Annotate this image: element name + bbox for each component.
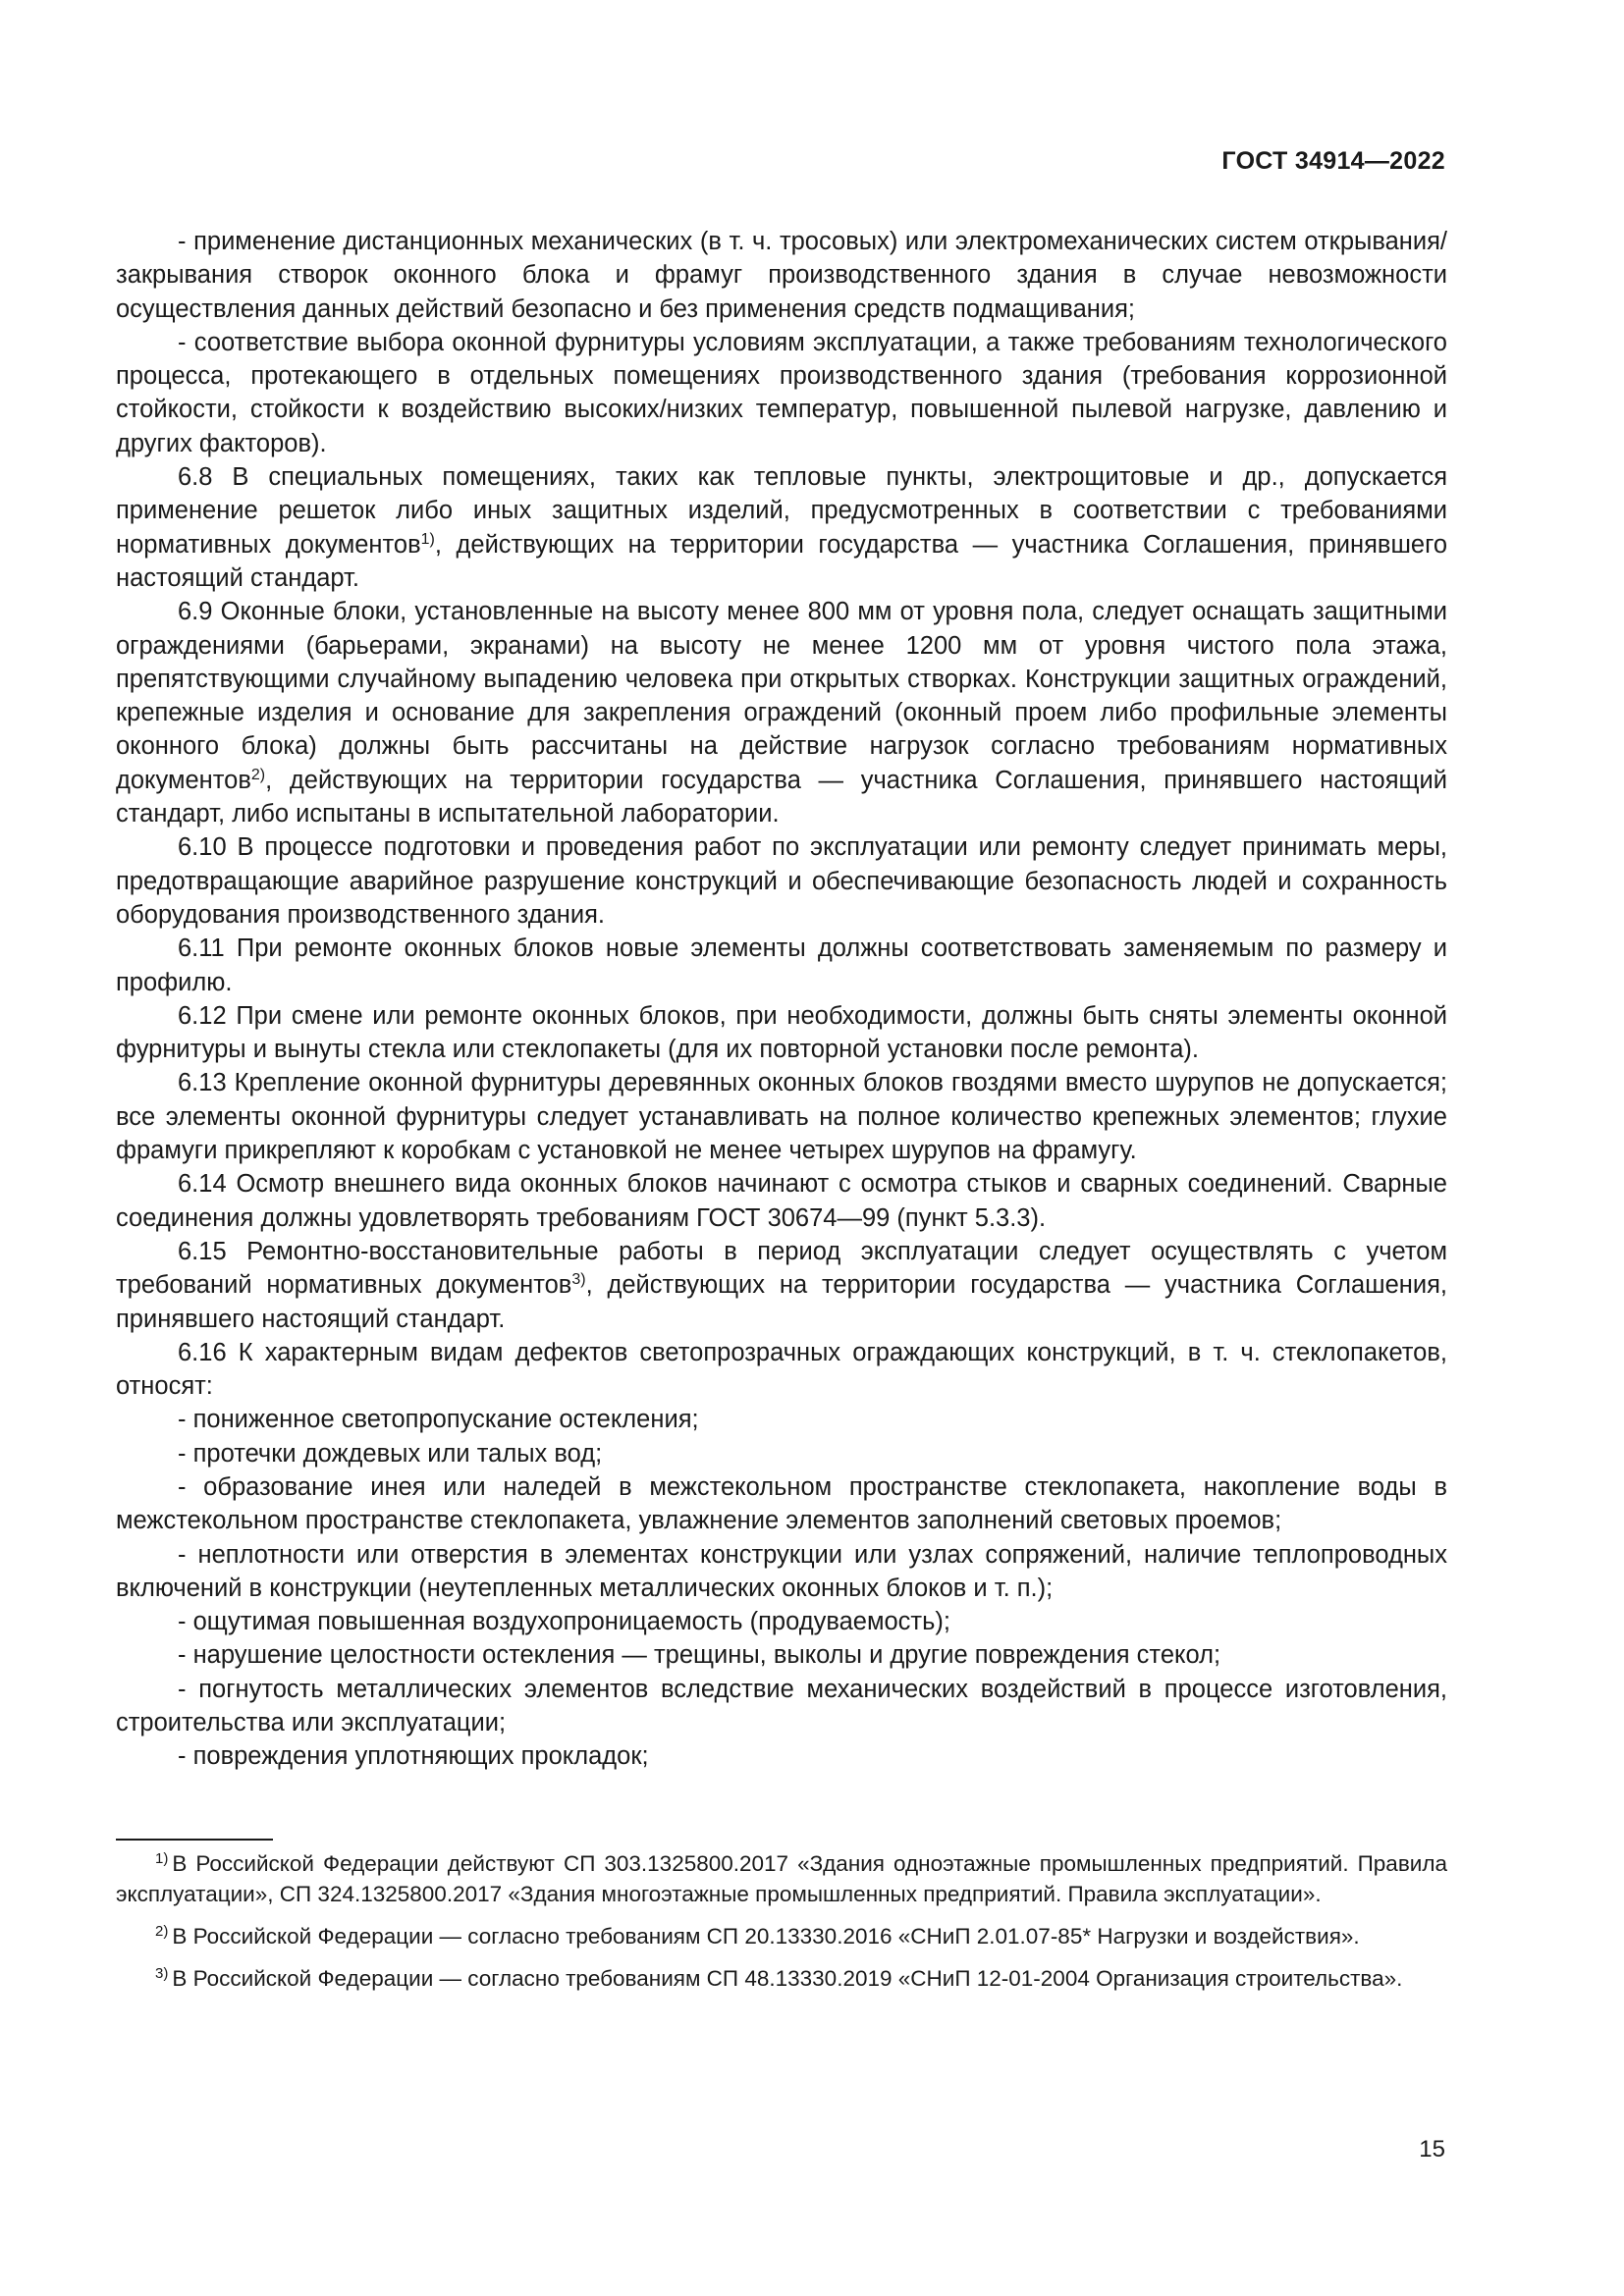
clause-6-14: 6.14 Осмотр внешнего вида оконных блоков начинают с осмотра стыков и сварных соединений. Сварные соединения должны удовлетворять требованиям ГОСТ 30674—99 (пункт 5.3.3). [116, 1170, 1447, 1232]
clause-6-9: 6.9 Оконные блоки, установленные на высоту менее 800 мм от уровня пола, следует оснащать защитными ограждениями (барьерами, экранами) на высоту не менее 1200 мм от уровня чистого пола этажа, препятствующими случайному выпадению человека при открытых створках. Конструкции защитных ограждений, крепежные изделия и основание для закрепления ограждений (оконный проем либо профильные элементы оконного блока) должны быть рассчитаны на действие нагрузок согласно требованиям нормативных документов$^{2)}$, действующих на территории государства — участника Соглашения, принявшего настоящий стандарт, либо испытаны в испытательной лаборатории. [116, 598, 1447, 828]
page-number: 15 [1419, 2136, 1445, 2163]
list-item: - ощутимая повышенная воздухопроницаемость (продуваемость); [178, 1608, 950, 1636]
list-item: - образование инея или наледей в межстекольном пространстве стеклопакета, накопление воды в межстекольном пространстве стеклопакета, увлажнение элементов заполнений световых проемов; [116, 1472, 1447, 1535]
list-item: - повреждения уплотняющих прокладок; [178, 1742, 649, 1771]
clause-6-15: 6.15 Ремонтно-восстановительные работы в период эксплуатации следует осуществлять с учетом требований нормативных документов$^{3)}$, действующих на территории государства — участника Соглашения, принявшего настоящий стандарт. [116, 1237, 1447, 1333]
footnote-ref: 3) [571, 1271, 586, 1289]
list-item: - неплотности или отверстия в элементах конструкции или узлах сопряжений, наличие теплопроводных включений в конструкции (неутепленных металлических оконных блоков и т. п.); [116, 1540, 1447, 1602]
footnote-ref: 2) [250, 766, 266, 783]
clause-6-13: 6.13 Крепление оконной фурнитуры деревянных оконных блоков гвоздями вместо шурупов не допускается; все элементы оконной фурнитуры следует устанавливать на полное количество крепежных элементов; глухие фрамуги прикрепляют к коробкам с установкой не менее четырех шурупов на фрамугу. [116, 1069, 1447, 1165]
footnote-divider [116, 1839, 273, 1841]
list-item: - применение дистанционных механических (в т. ч. тросовых) или электромеханических систем открывания/закрывания створок оконного блока и фрамуг производственного здания в случае невозможности осуществления данных действий безопасно и без применения средств подмащивания; [116, 228, 1447, 323]
document-code-header: ГОСТ 34914—2022 [1221, 147, 1445, 175]
footnote-1: $^{1)}$ В Российской Федерации действуют СП 303.1325800.2017 «Здания одноэтажные промышленных предприятий. Правила эксплуатации», СП 324.1325800.2017 «Здания многоэтажные промышленных предприятий. Правила эксплуатации». [116, 1850, 1447, 1906]
clause-6-10: 6.10 В процессе подготовки и проведения работ по эксплуатации или ремонту следует принимать меры, предотвращающие аварийное разрушение конструкций и обеспечивающие безопасность людей и сохранность оборудования производственного здания. [116, 833, 1447, 929]
footnotes [116, 1848, 1447, 2005]
footnote-3: $^{3)}$ В Российской Федерации — согласно требованиям СП 48.13330.2019 «СНиП 12-01-2004 Организация строительства». [155, 1965, 1403, 1991]
clause-6-16: 6.16 К характерным видам дефектов светопрозрачных ограждающих конструкций, в т. ч. стеклопакетов, относят: [116, 1338, 1447, 1401]
main-text [116, 225, 1447, 1774]
footnote-2: $^{2)}$ В Российской Федерации — согласно требованиям СП 20.13330.2016 «СНиП 2.01.07-85* Нагрузки и воздействия». [155, 1923, 1360, 1949]
clause-6-12: 6.12 При смене или ремонте оконных блоков, при необходимости, должны быть сняты элементы оконной фурнитуры и вынуты стекла или стеклопакеты (для их повторной установки после ремонта). [116, 1001, 1447, 1064]
clause-6-8: 6.8 В специальных помещениях, таких как тепловые пункты, электрощитовые и др., допускается применение решеток либо иных защитных изделий, предусмотренных в соответствии с требованиями нормативных документов$^{1)}$, действующих на территории государства — участника Соглашения, принявшего настоящий стандарт. [116, 463, 1448, 592]
footnote-ref: 1) [420, 530, 435, 548]
list-item: - погнутость металлических элементов вследствие механических воздействий в процессе изготовления, строительства или эксплуатации; [116, 1675, 1447, 1737]
list-item: - соответствие выбора оконной фурнитуры условиям эксплуатации, а также требованиям технологического процесса, протекающего в отдельных помещениях производственного здания (требования коррозионной стойкости, стойкости к воздействию высоких/низких температур, повышенной пылевой нагрузке, давлению и других факторов). [116, 328, 1447, 457]
list-item: - нарушение целостности остекления — трещины, выколы и другие повреждения стекол; [178, 1641, 1221, 1670]
clause-6-11: 6.11 При ремонте оконных блоков новые элементы должны соответствовать заменяемым по размеру и профилю. [116, 934, 1447, 996]
list-item: - протечки дождевых или талых вод; [178, 1439, 603, 1468]
list-item: - пониженное светопропускание остекления; [178, 1406, 699, 1434]
